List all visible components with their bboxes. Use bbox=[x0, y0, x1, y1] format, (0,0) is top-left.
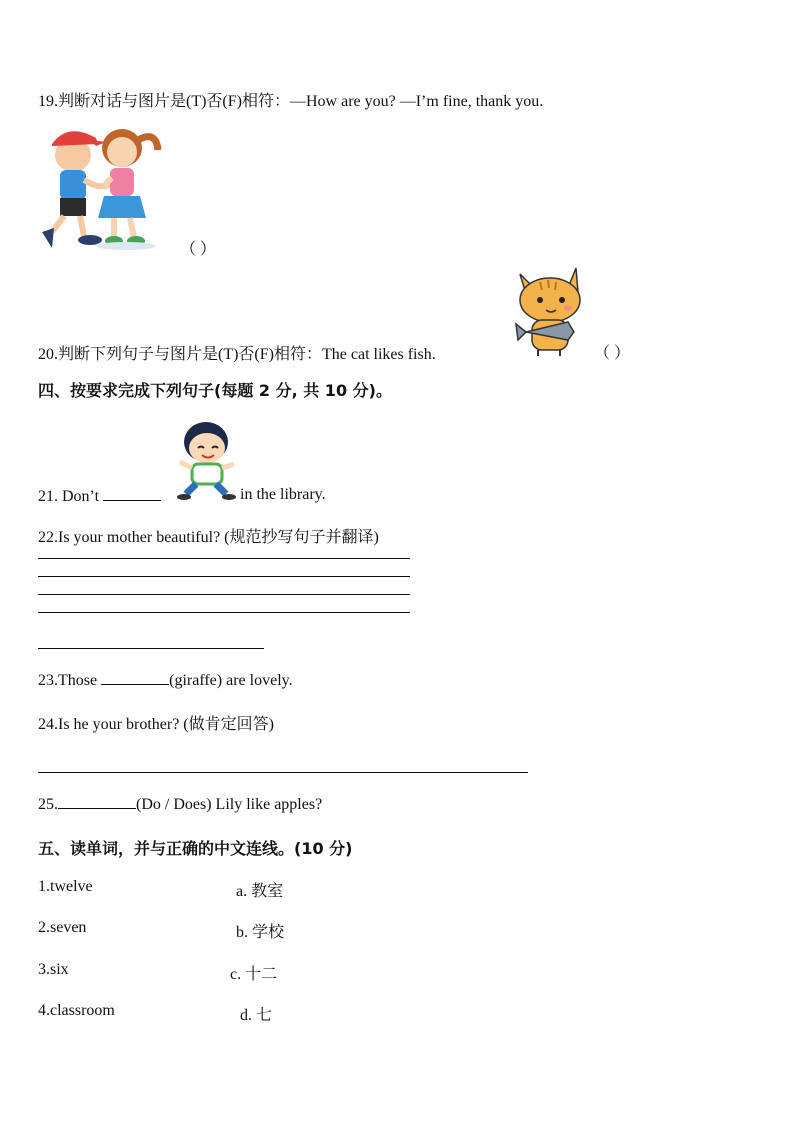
q22-answer-line-4[interactable] bbox=[38, 612, 410, 613]
q25-prefix: 25. bbox=[38, 796, 58, 813]
q23-prefix: 23.Those bbox=[38, 672, 98, 689]
match-meaning-d[interactable]: d. 七 bbox=[240, 1007, 273, 1024]
match-meaning-c[interactable]: c. 十二 bbox=[230, 966, 278, 983]
q21-suffix: in the library. bbox=[240, 486, 326, 503]
section-4-heading: 四、按要求完成下列句子(每题 2 分, 共 10 分)。 bbox=[38, 381, 392, 400]
q21-answer-blank[interactable] bbox=[103, 486, 161, 501]
q23-line bbox=[38, 670, 293, 690]
q19-answer-bracket[interactable]: （ ） bbox=[180, 241, 217, 258]
match-word-1[interactable]: 1.twelve bbox=[38, 878, 93, 895]
match-word-3[interactable]: 3.six bbox=[38, 961, 69, 978]
q25-suffix: (Do / Does) Lily like apples? bbox=[136, 796, 323, 813]
q20-answer-bracket[interactable]: （ ） bbox=[594, 345, 631, 362]
q19-text: 19.判断对话与图片是(T)否(F)相符：—How are you? —I’m fine, thank you. bbox=[38, 93, 544, 110]
q23-answer-blank[interactable] bbox=[101, 670, 169, 685]
q22-answer-line-2[interactable] bbox=[38, 576, 410, 577]
q20-text: 20.判断下列句子与图片是(T)否(F)相符：The cat likes fish. bbox=[38, 346, 436, 363]
q24-text: 24.Is he your brother? (做肯定回答) bbox=[38, 716, 274, 733]
q25-line bbox=[38, 794, 322, 814]
q23-suffix: (giraffe) are lovely. bbox=[169, 672, 293, 689]
q22-answer-line-3[interactable] bbox=[38, 594, 410, 595]
q22-answer-line-1[interactable] bbox=[38, 558, 410, 559]
section-5-heading: 五、读单词，并与正确的中文连线。(10 分) bbox=[38, 839, 353, 858]
kids-holding-hands-illustration bbox=[38, 120, 173, 255]
q25-answer-blank[interactable] bbox=[58, 794, 136, 809]
cat-with-fish-illustration bbox=[512, 266, 590, 358]
q22-text: 22.Is your mother beautiful? (规范抄写句子并翻译) bbox=[38, 529, 379, 546]
q22-translation-line[interactable] bbox=[38, 648, 264, 649]
running-boy-illustration bbox=[174, 418, 240, 502]
match-meaning-a[interactable]: a. 教室 bbox=[236, 883, 284, 900]
match-word-4[interactable]: 4.classroom bbox=[38, 1002, 115, 1019]
match-meaning-b[interactable]: b. 学校 bbox=[236, 924, 285, 941]
q21-line bbox=[38, 486, 161, 506]
q24-answer-line[interactable] bbox=[38, 772, 528, 773]
match-word-2[interactable]: 2.seven bbox=[38, 919, 87, 936]
q21-prefix: 21. Don’t bbox=[38, 488, 100, 505]
